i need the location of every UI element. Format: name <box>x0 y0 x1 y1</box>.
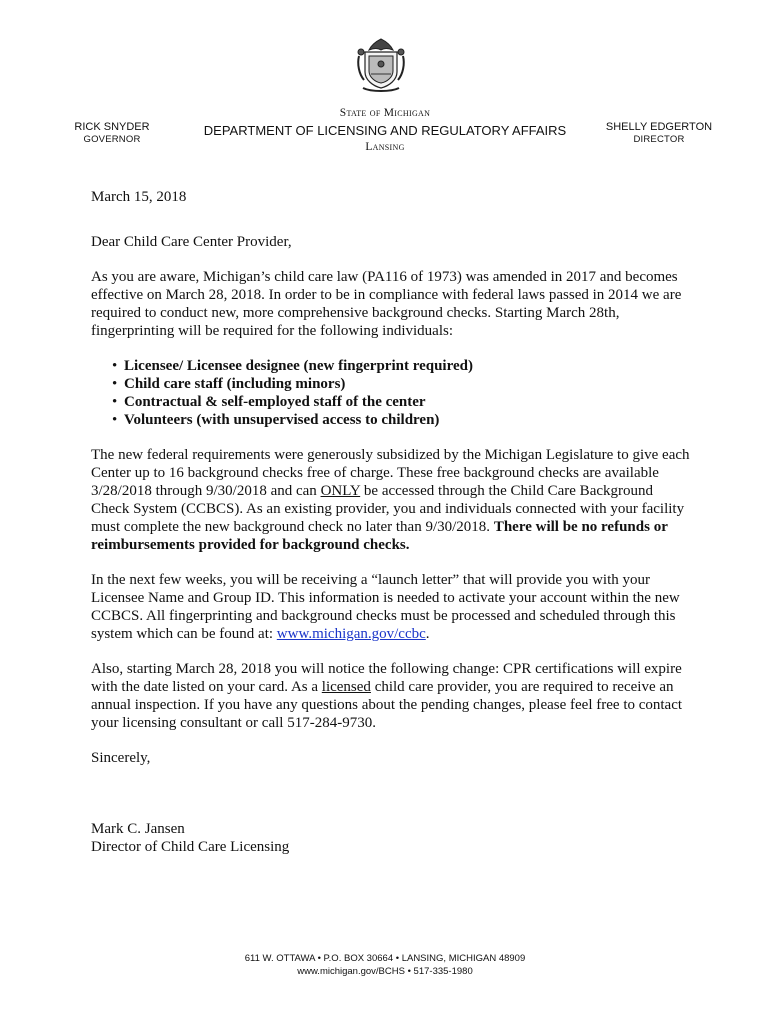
state-name: State of Michigan <box>339 107 431 119</box>
bullet-list <box>91 357 691 429</box>
paragraph-2-text-a: The new federal requirements were generously subsidized by the Michigan Legislature to give each Center up to 16 background checks free of charge. These free background checks are available 3/28/2018 through 9/30/2018 and can <box>91 447 690 499</box>
closing: Sincerely, <box>91 750 151 766</box>
letter-date: March 15, 2018 <box>91 189 187 205</box>
city-name: Lansing <box>365 141 405 153</box>
paragraph-4-text-a: Also, starting March 28, 2018 you will notice the following change: CPR certifications will expire with the date listed on your card. As a <box>91 661 682 695</box>
bullet-icon: • <box>112 358 118 374</box>
governor-block <box>72 120 152 146</box>
michigan-state-seal-icon <box>355 36 407 94</box>
list-item-text: Child care staff (including minors) <box>124 376 346 392</box>
only-emphasis: ONLY <box>320 483 361 499</box>
director-title: DIRECTOR <box>633 134 685 145</box>
list-item <box>91 357 691 375</box>
director-block <box>600 120 718 146</box>
licensed-emphasis: licensed <box>321 679 371 695</box>
paragraph-2-text-b: be accessed through the Child Care Background Check System (CCBCS). As an existing provider, you and individuals connected with your facility must complete the new background check no later than 9/30/2018. <box>91 483 685 535</box>
paragraph-4 <box>91 660 691 732</box>
salutation: Dear Child Care Center Provider, <box>91 234 292 250</box>
footer-address: 611 W. OTTAWA • P.O. BOX 30664 • LANSING, MICHIGAN 48909 <box>244 953 526 964</box>
signer-title: Director of Child Care Licensing <box>91 839 290 855</box>
department-name: DEPARTMENT OF LICENSING AND REGULATORY AFFAIRS <box>203 123 567 138</box>
paragraph-1: As you are aware, Michigan’s child care law (PA116 of 1973) was amended in 2017 and becomes effective on March 28, 2018. In order to be in compliance with federal laws passed in 2014 we are required to conduct new, more comprehensive background checks. Starting March 28th, fingerprinting will be required for the following individuals: <box>91 269 682 339</box>
footer <box>0 952 770 978</box>
letter-body <box>91 188 691 856</box>
paragraph-3-text-a: In the next few weeks, you will be receiving a “launch letter” that will provide you with your Licensee Name and Group ID. This information is needed to activate your account within the new CCBCS. All fingerprinting and background checks must be processed and scheduled through this system which can be found at: <box>91 572 680 642</box>
list-item <box>91 411 691 429</box>
no-refunds-notice: There will be no refunds or reimbursements provided for background checks. <box>91 519 668 553</box>
list-item-text: Licensee/ Licensee designee (new fingerprint required) <box>124 358 473 374</box>
footer-contact: www.michigan.gov/BCHS • 517-335-1980 <box>297 966 473 977</box>
governor-name: RICK SNYDER <box>74 121 150 133</box>
bullet-icon: • <box>112 412 118 428</box>
ccbc-link[interactable]: www.michigan.gov/ccbc <box>276 626 426 642</box>
list-item <box>91 375 691 393</box>
paragraph-4-text-b: child care provider, you are required to receive an annual inspection. If you have any questions about the pending changes, please feel free to contact your licensing consultant or call 517-284-9730. <box>91 679 683 731</box>
list-item <box>91 393 691 411</box>
paragraph-3-text-b: . <box>425 626 430 642</box>
letterhead <box>190 106 580 154</box>
list-item-text: Contractual & self-employed staff of the center <box>124 394 426 410</box>
bullet-icon: • <box>112 376 118 392</box>
list-item-text: Volunteers (with unsupervised access to children) <box>124 412 440 428</box>
signer-name: Mark C. Jansen <box>91 821 185 837</box>
director-name: SHELLY EDGERTON <box>605 121 713 133</box>
paragraph-2 <box>91 446 691 554</box>
bullet-icon: • <box>112 394 118 410</box>
paragraph-3 <box>91 571 691 643</box>
governor-title: GOVERNOR <box>83 134 141 145</box>
